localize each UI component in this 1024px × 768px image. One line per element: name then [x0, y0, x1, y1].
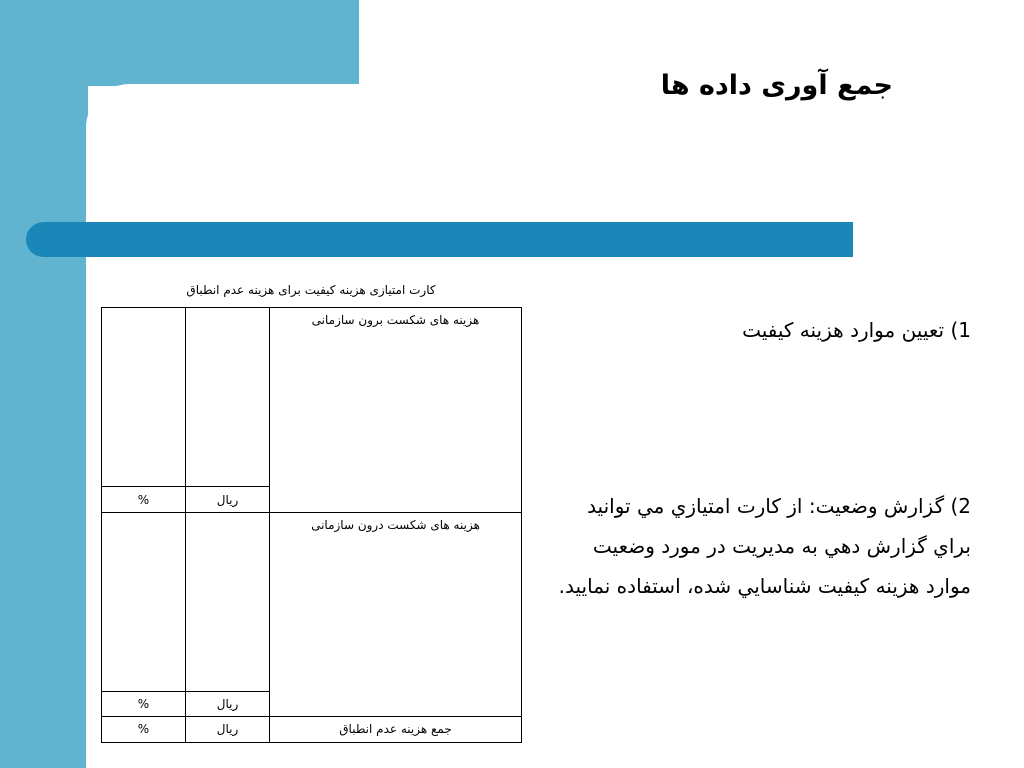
table-cell-rial: ریال: [216, 722, 239, 736]
row-divider: [101, 691, 270, 692]
table-cell-percent: %: [137, 722, 150, 736]
row-divider: [101, 512, 522, 513]
table-row-label: هزینه های شکست برون سازمانی: [311, 313, 480, 327]
bullet-item-2: 2) گزارش وضعیت: از کارت امتیازي مي توانید براي گزارش دهي به مدیریت در مورد وضعیت موارد هزینه کیفیت شناسايي شده، استفاده نمایید.: [558, 494, 971, 598]
slide-title: جمع آوری داده ها: [660, 70, 893, 101]
table-cell-rial: ریال: [216, 493, 239, 507]
table-border-top: [101, 307, 522, 308]
table-border-left: [101, 307, 102, 743]
table-caption: کارت امتیازی هزینه کیفیت برای هزینه عدم انطباق: [186, 283, 436, 297]
scorecard-table: [101, 307, 522, 743]
row-divider: [101, 486, 270, 487]
decorative-band-left: [0, 0, 88, 768]
table-row-label: جمع هزینه عدم انطباق: [339, 722, 452, 736]
table-cell-percent: %: [137, 493, 150, 507]
column-divider: [185, 307, 186, 743]
table-row-label: هزینه های شکست درون سازمانی: [311, 518, 480, 532]
decorative-stripe: [26, 222, 853, 257]
table-border-bottom: [101, 742, 522, 743]
row-divider: [101, 716, 522, 717]
decorative-band-top: [0, 0, 359, 86]
table-border-right: [521, 307, 522, 743]
bullet-item-1: 1) تعیین موارد هزینه کیفیت: [742, 318, 971, 342]
table-cell-rial: ریال: [216, 697, 239, 711]
table-cell-percent: %: [137, 697, 150, 711]
